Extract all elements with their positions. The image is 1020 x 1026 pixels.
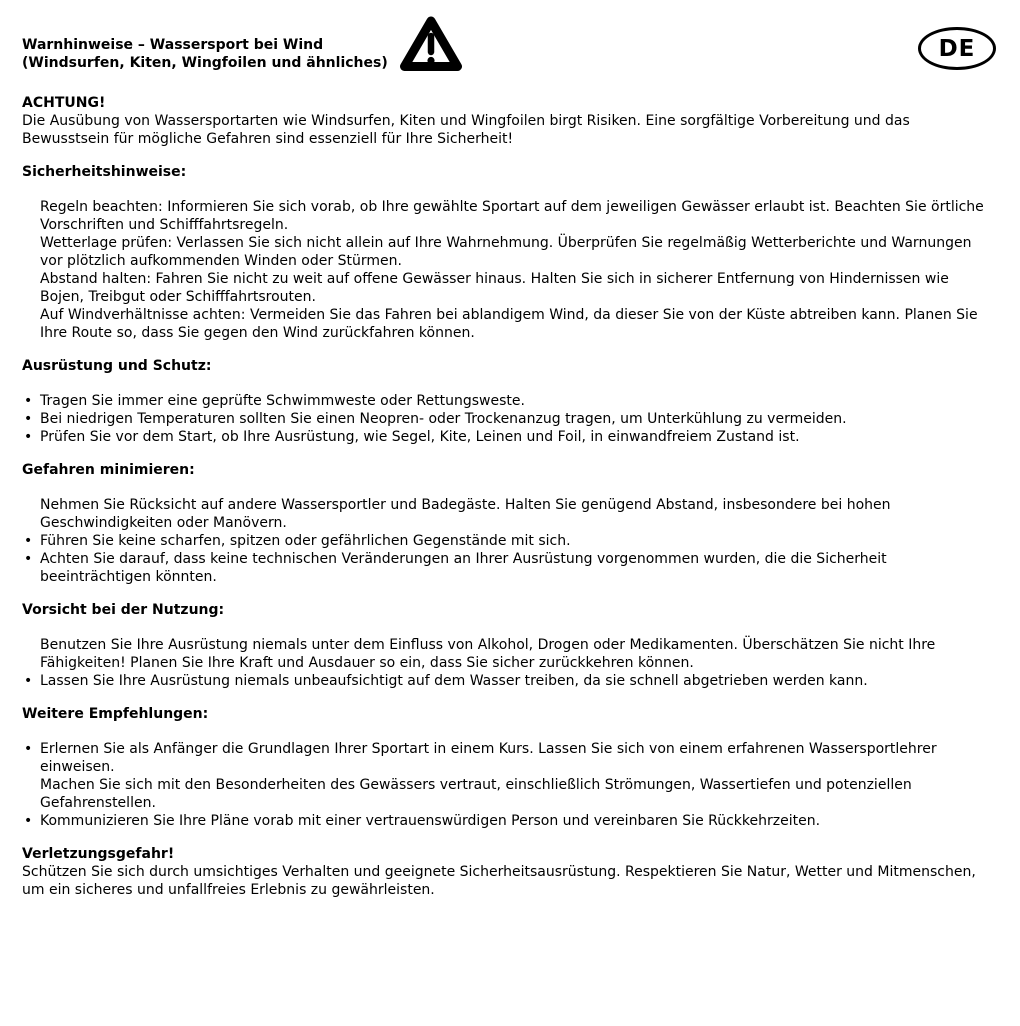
list-item-text: Erlernen Sie als Anfänger die Grundlagen Ihrer Sportart in einem Kurs. Lassen Sie sich von einem erfahrenen Wassersportlehrer einweisen. [40, 741, 937, 775]
list-item [22, 740, 994, 776]
list-item-text: Lassen Sie Ihre Ausrüstung niemals unbeaufsichtigt auf dem Wasser treiben, da sie schnell abgetrieben werden kann. [40, 673, 868, 689]
list-item-text: Führen Sie keine scharfen, spitzen oder gefährlichen Gegenstände mit sich. [40, 533, 571, 549]
list-item [22, 636, 994, 672]
bullet-marker: • [24, 551, 33, 567]
intro-section [22, 94, 994, 148]
section [22, 163, 994, 342]
bullet-marker: • [24, 673, 33, 689]
section-heading: Vorsicht bei der Nutzung: [22, 602, 225, 618]
list-item [22, 392, 994, 410]
intro-body: Die Ausübung von Wassersportarten wie Windsurfen, Kiten und Wingfoilen birgt Risiken. Eine sorgfältige Vorbereitung und das Bewusstsein für mögliche Gefahren sind essenziell für Ihre Sicherheit! [22, 113, 910, 147]
list-item [22, 234, 994, 270]
list-item-text: Nehmen Sie Rücksicht auf andere Wassersportler und Badegäste. Halten Sie genügend Abstand, insbesondere bei hohen Geschwindigkeiten oder Manövern. [40, 497, 891, 531]
list-item-text: Bei niedrigen Temperaturen sollten Sie einen Neopren- oder Trockenanzug tragen, um Unterkühlung zu vermeiden. [40, 411, 847, 427]
list-item-text: Regeln beachten: Informieren Sie sich vorab, ob Ihre gewählte Sportart auf dem jeweiligen Gewässer erlaubt ist. Beachten Sie örtliche Vorschriften und Schifffahrtsregeln. [40, 199, 984, 233]
sections [22, 163, 994, 830]
bullet-marker: • [24, 533, 33, 549]
section [22, 705, 994, 830]
bullet-marker: • [24, 411, 33, 427]
list-item [22, 496, 994, 532]
bullet-marker: • [24, 741, 33, 757]
list-item-text: Wetterlage prüfen: Verlassen Sie sich nicht allein auf Ihre Wahrnehmung. Überprüfen Sie regelmäßig Wetterberichte und Warnungen vor plötzlich aufkommenden Winden oder Stürmen. [40, 235, 972, 269]
language-badge-label: DE [938, 35, 976, 62]
list-item [22, 410, 994, 428]
list-item [22, 776, 994, 812]
section-heading: Sicherheitshinweise: [22, 164, 187, 180]
bullet-marker: • [24, 429, 33, 445]
title-line-2: (Windsurfen, Kiten, Wingfoilen und ähnliches) [22, 55, 388, 71]
bullet-marker: • [24, 813, 33, 829]
section-items [22, 496, 994, 586]
section [22, 461, 994, 586]
list-item-text: Kommunizieren Sie Ihre Pläne vorab mit einer vertrauenswürdigen Person und vereinbaren Sie Rückkehrzeiten. [40, 813, 821, 829]
section-items [22, 740, 994, 830]
list-item [22, 672, 994, 690]
list-item [22, 550, 994, 586]
list-item [22, 428, 994, 446]
list-item-text: Tragen Sie immer eine geprüfte Schwimmweste oder Rettungsweste. [40, 393, 525, 409]
list-item-text: Machen Sie sich mit den Besonderheiten des Gewässers vertraut, einschließlich Strömungen, Wassertiefen und potenziellen Gefahrenstellen. [40, 777, 912, 811]
list-item [22, 198, 994, 234]
title-line-1: Warnhinweise – Wassersport bei Wind [22, 37, 324, 53]
list-item-text: Benutzen Sie Ihre Ausrüstung niemals unter dem Einfluss von Alkohol, Drogen oder Medikamenten. Überschätzen Sie nicht Ihre Fähigkeiten! Planen Sie Ihre Kraft und Ausdauer so ein, dass Sie sicher zurückkehren können. [40, 637, 936, 671]
document-header [22, 36, 994, 72]
section-items [22, 636, 994, 690]
list-item-text: Achten Sie darauf, dass keine technischen Veränderungen an Ihrer Ausrüstung vorgenommen wurden, die die Sicherheit beeinträchtigen könnten. [40, 551, 887, 585]
outro-section [22, 845, 994, 899]
list-item-text: Abstand halten: Fahren Sie nicht zu weit auf offene Gewässer hinaus. Halten Sie sich in sicherer Entfernung von Hindernissen wie Bojen, Treibgut oder Schifffahrtsrouten. [40, 271, 949, 305]
bullet-marker: • [24, 393, 33, 409]
list-item [22, 532, 994, 550]
section-heading: Weitere Empfehlungen: [22, 706, 209, 722]
section-heading: Gefahren minimieren: [22, 462, 195, 478]
warning-triangle-icon [399, 15, 463, 75]
list-item [22, 306, 994, 342]
section-items [22, 392, 994, 446]
list-item [22, 270, 994, 306]
language-badge [918, 27, 996, 70]
intro-heading: ACHTUNG! [22, 95, 106, 111]
section-heading: Ausrüstung und Schutz: [22, 358, 212, 374]
list-item-text: Prüfen Sie vor dem Start, ob Ihre Ausrüstung, wie Segel, Kite, Leinen und Foil, in einwandfreiem Zustand ist. [40, 429, 800, 445]
outro-heading: Verletzungsgefahr! [22, 846, 175, 862]
document-title [22, 36, 994, 72]
section [22, 357, 994, 446]
section [22, 601, 994, 690]
section-items [22, 198, 994, 342]
list-item-text: Auf Windverhältnisse achten: Vermeiden Sie das Fahren bei ablandigem Wind, da dieser Sie von der Küste abtreiben kann. Planen Sie Ihre Route so, dass Sie gegen den Wind zurückfahren können. [40, 307, 978, 341]
outro-body: Schützen Sie sich durch umsichtiges Verhalten und geeignete Sicherheitsausrüstung. Respektieren Sie Natur, Wetter und Mitmenschen, um ein sicheres und unfallfreies Erlebnis zu gewährleisten. [22, 864, 976, 898]
list-item [22, 812, 994, 830]
